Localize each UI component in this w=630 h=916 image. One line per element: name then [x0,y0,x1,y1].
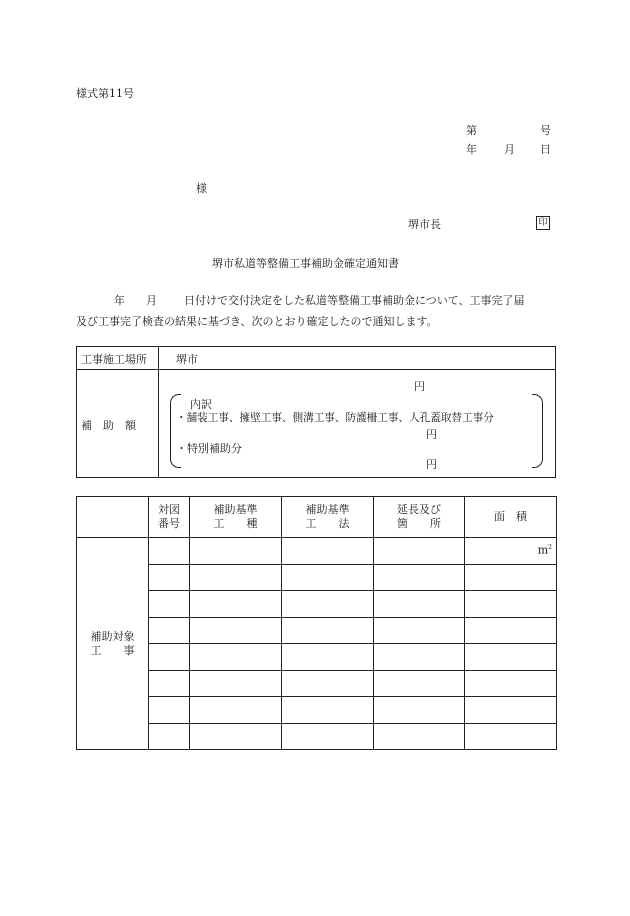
summary-table-column-divider [158,346,159,478]
table-cell [374,591,465,618]
area-unit: m [537,543,549,557]
table-cell [374,617,465,644]
table-cell [374,538,465,565]
breakdown-item-1: ・舗装工事、擁壁工事、側溝工事、防護柵工事、人孔蓋取替工事分 [176,412,494,424]
location-value: 堺市 [176,353,198,366]
table-cell [149,723,190,750]
table-cell [465,564,557,591]
table-cell [282,644,374,671]
table-cell [190,670,282,697]
table-row [77,564,557,591]
table-cell [282,591,374,618]
table-cell [149,697,190,724]
header-work-type-l1: 補助基準 [213,503,258,516]
table-cell [149,564,190,591]
table-row [77,591,557,618]
table-cell [282,538,374,565]
date-month: 月 [504,143,515,156]
location-label: 工事施工場所 [81,353,147,366]
table-cell [374,670,465,697]
document-title: 堺市私道等整備工事補助金確定通知書 [212,257,399,270]
table-cell [190,591,282,618]
doc-number-suffix: 号 [540,124,551,137]
issuer: 堺市長 [408,218,441,231]
table-cell [149,644,190,671]
table-cell [465,591,557,618]
table-cell [190,617,282,644]
left-bracket [170,394,181,468]
breakdown-item-2: ・特別補助分 [176,442,242,455]
breakdown-label: 内訳 [190,398,212,411]
table-cell [282,617,374,644]
body-year: 年 [114,294,125,307]
header-length-location-l2: 箇 所 [397,517,441,530]
header-method [282,497,374,538]
header-area [465,497,557,538]
date-day: 日 [540,143,551,156]
table-cell [149,617,190,644]
total-unit: 円 [414,380,425,393]
header-map-number-l2: 番号 [158,517,180,530]
table-cell [374,697,465,724]
table-row [77,644,557,671]
table-cell [465,697,557,724]
table-cell [282,697,374,724]
body-month: 月 [146,294,157,307]
header-method-l2: 工 法 [305,517,350,530]
header-length-location [374,497,465,538]
table-cell [190,538,282,565]
breakdown-item-2-unit: 円 [426,458,437,471]
header-map-number [149,497,190,538]
table-cell [465,617,557,644]
addressee-suffix: 様 [196,182,207,195]
table-cell [465,670,557,697]
table-cell [190,644,282,671]
table-cell [190,723,282,750]
table-cell [374,564,465,591]
header-work-type-l2: 工 種 [213,517,258,530]
table-cell [465,644,557,671]
target-works-label-l1: 補助対象 [90,629,135,643]
body-line1: 日付けで交付決定をした私道等整備工事補助金について、工事完了届 [184,294,525,307]
amount-label: 補 助 額 [81,419,136,432]
body-line2: 及び工事完了検査の結果に基づき、次のとおり確定したので通知します。 [76,315,438,328]
date-year: 年 [466,143,477,156]
header-work-type [190,497,282,538]
table-cell [149,538,190,565]
table-row [77,617,557,644]
target-works-label [77,538,149,750]
table-cell [282,723,374,750]
table-cell [374,723,465,750]
table-cell [149,591,190,618]
table-cell [282,564,374,591]
summary-table-divider [76,369,556,370]
target-works-table [76,496,557,750]
table-cell [282,670,374,697]
header-blank-cell [77,497,149,538]
right-bracket [532,394,543,468]
target-works-label-l2: 工 事 [90,643,135,657]
table-cell [374,644,465,671]
table-cell [465,723,557,750]
area-unit-exponent: 2 [548,544,552,551]
table-cell [149,670,190,697]
table-cell [190,564,282,591]
header-method-l1: 補助基準 [305,503,350,516]
table-cell [190,697,282,724]
header-map-number-l1: 対図 [158,503,180,516]
breakdown-item-1-unit: 円 [426,428,437,441]
seal-mark: 印 [536,216,550,230]
table-row [77,697,557,724]
table-row [77,723,557,750]
header-area-l1: 面 積 [494,510,527,523]
doc-number-prefix: 第 [466,124,477,137]
area-unit-cell [465,538,557,565]
header-length-location-l1: 延長及び [397,503,441,516]
form-number: 様式第11号 [76,87,134,100]
table-row [77,670,557,697]
